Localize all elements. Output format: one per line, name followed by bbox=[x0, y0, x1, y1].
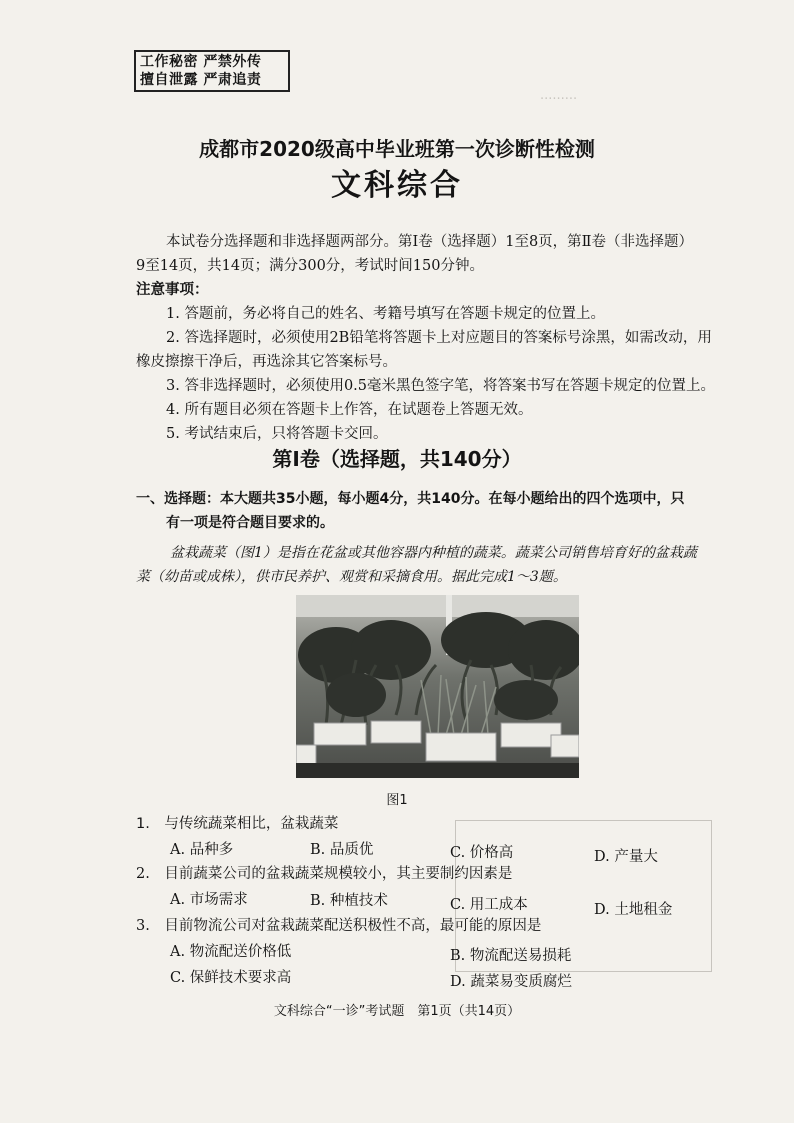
bleed-through-text: ········· bbox=[540, 92, 578, 107]
passage-line-2: 菜（幼苗或成株），供市民养护、观赏和采摘食用。据此完成1～3题。 bbox=[136, 569, 567, 585]
stamp-line-2: 擅自泄露 严肃追责 bbox=[140, 72, 262, 88]
passage-line-1: 盆栽蔬菜（图1）是指在花盆或其他容器内种植的蔬菜。蔬菜公司销售培育好的盆栽蔬 bbox=[170, 545, 697, 561]
potted-vegetables-image bbox=[296, 595, 579, 778]
potted-vegetables-photo bbox=[296, 595, 579, 778]
note-item: 2. 答选择题时，必须使用2B铅笔将答题卡上对应题目的答案标号涂黑，如需改动，用 bbox=[166, 330, 712, 346]
figure-caption: 图1 bbox=[386, 793, 408, 808]
option-d: D. 土地租金 bbox=[594, 902, 673, 918]
note-item: 4. 所有题目必须在答题卡上作答，在试题卷上答题无效。 bbox=[166, 402, 533, 418]
intro-line-2: 9至14页，共14页；满分300分，考试时间150分钟。 bbox=[136, 258, 484, 274]
option-a: A. 市场需求 bbox=[170, 892, 248, 908]
subject-title: 文科综合 bbox=[331, 168, 463, 203]
stamp-line-1: 工作秘密 严禁外传 bbox=[140, 54, 262, 70]
page-footer: 文科综合“一诊”考试题 第1页（共14页） bbox=[273, 1004, 521, 1019]
note-item: 橡皮擦擦干净后，再选涂其它答案标号。 bbox=[136, 354, 397, 370]
option-c: C. 价格高 bbox=[450, 845, 514, 861]
notes-heading: 注意事项： bbox=[136, 282, 209, 298]
option-c: C. 用工成本 bbox=[450, 897, 528, 913]
exam-title: 成都市2020级高中毕业班第一次诊断性检测 bbox=[199, 137, 595, 161]
question-stem: 3. 目前物流公司对盆栽蔬菜配送积极性不高，最可能的原因是 bbox=[136, 918, 542, 934]
option-c: C. 保鲜技术要求高 bbox=[170, 970, 292, 986]
option-d: D. 蔬菜易变质腐烂 bbox=[450, 974, 572, 990]
question-stem: 1. 与传统蔬菜相比，盆栽蔬菜 bbox=[136, 816, 339, 832]
option-b: B. 种植技术 bbox=[310, 893, 388, 909]
option-b: B. 品质优 bbox=[310, 842, 374, 858]
note-item: 3. 答非选择题时，必须使用0.5毫米黑色签字笔，将答案书写在答题卡规定的位置上。 bbox=[166, 378, 716, 394]
confidential-stamp bbox=[134, 50, 290, 92]
option-a: A. 品种多 bbox=[170, 842, 234, 858]
option-b: B. 物流配送易损耗 bbox=[450, 948, 572, 964]
option-d: D. 产量大 bbox=[594, 849, 658, 865]
section-instruction-1: 一、选择题：本大题共35小题，每小题4分，共140分。在每小题给出的四个选项中，只 bbox=[136, 491, 685, 507]
section-instruction-2: 有一项是符合题目要求的。 bbox=[166, 515, 334, 531]
section-title: 第Ⅰ卷（选择题，共140分） bbox=[272, 447, 522, 471]
note-item: 5. 考试结束后，只将答题卡交回。 bbox=[166, 426, 388, 442]
question-stem: 2. 目前蔬菜公司的盆栽蔬菜规模较小，其主要制约因素是 bbox=[136, 866, 513, 882]
intro-line-1: 本试卷分选择题和非选择题两部分。第Ⅰ卷（选择题）1至8页，第Ⅱ卷（非选择题） bbox=[166, 234, 694, 250]
note-item: 1. 答题前，务必将自己的姓名、考籍号填写在答题卡规定的位置上。 bbox=[166, 306, 605, 322]
option-a: A. 物流配送价格低 bbox=[170, 944, 292, 960]
